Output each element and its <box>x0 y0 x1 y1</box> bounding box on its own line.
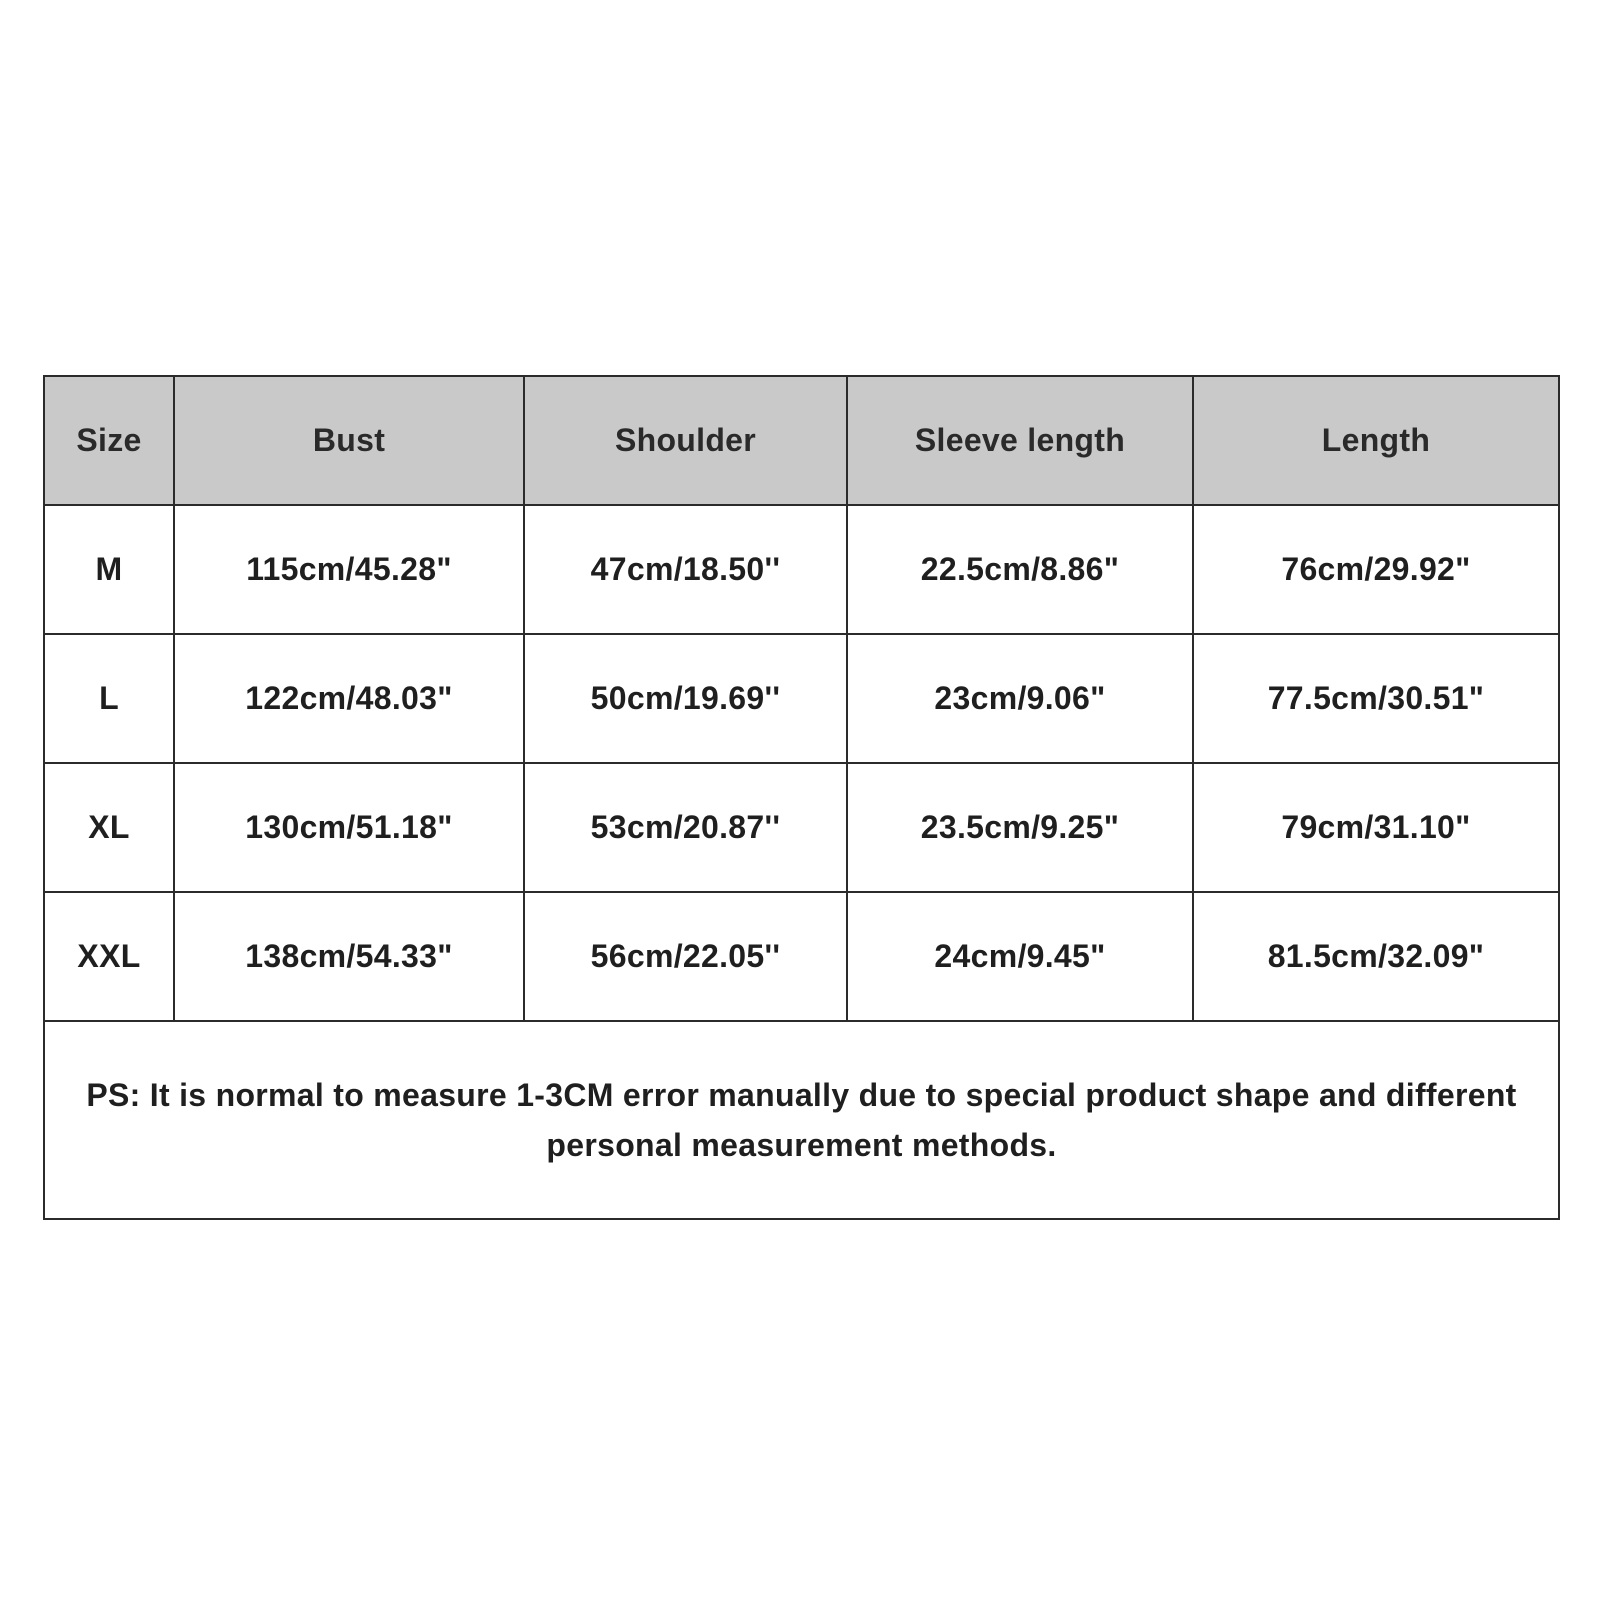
cell-sleeve-length: 23.5cm/9.25" <box>847 763 1193 892</box>
cell-bust: 122cm/48.03" <box>174 634 524 763</box>
cell-bust: 130cm/51.18" <box>174 763 524 892</box>
cell-length: 81.5cm/32.09" <box>1193 892 1559 1021</box>
header-sleeve-length: Sleeve length <box>847 376 1193 505</box>
cell-size: M <box>44 505 174 634</box>
cell-shoulder: 53cm/20.87'' <box>524 763 847 892</box>
cell-shoulder: 56cm/22.05'' <box>524 892 847 1021</box>
cell-shoulder: 50cm/19.69'' <box>524 634 847 763</box>
measurement-note: PS: It is normal to measure 1-3CM error manually due to special product shape and different personal measurement methods. <box>44 1021 1559 1219</box>
cell-size: L <box>44 634 174 763</box>
cell-bust: 115cm/45.28" <box>174 505 524 634</box>
cell-sleeve-length: 23cm/9.06" <box>847 634 1193 763</box>
cell-length: 77.5cm/30.51" <box>1193 634 1559 763</box>
header-row <box>44 376 1559 505</box>
size-chart-header <box>44 376 1559 505</box>
cell-length: 79cm/31.10" <box>1193 763 1559 892</box>
cell-sleeve-length: 24cm/9.45" <box>847 892 1193 1021</box>
table-row <box>44 505 1559 634</box>
cell-bust: 138cm/54.33" <box>174 892 524 1021</box>
cell-shoulder: 47cm/18.50'' <box>524 505 847 634</box>
table-row <box>44 763 1559 892</box>
size-chart-table <box>43 375 1560 1220</box>
table-row <box>44 634 1559 763</box>
table-row <box>44 892 1559 1021</box>
header-size: Size <box>44 376 174 505</box>
header-bust: Bust <box>174 376 524 505</box>
size-chart-body <box>44 505 1559 1219</box>
cell-sleeve-length: 22.5cm/8.86" <box>847 505 1193 634</box>
cell-size: XXL <box>44 892 174 1021</box>
cell-size: XL <box>44 763 174 892</box>
header-length: Length <box>1193 376 1559 505</box>
header-shoulder: Shoulder <box>524 376 847 505</box>
note-row <box>44 1021 1559 1219</box>
cell-length: 76cm/29.92" <box>1193 505 1559 634</box>
